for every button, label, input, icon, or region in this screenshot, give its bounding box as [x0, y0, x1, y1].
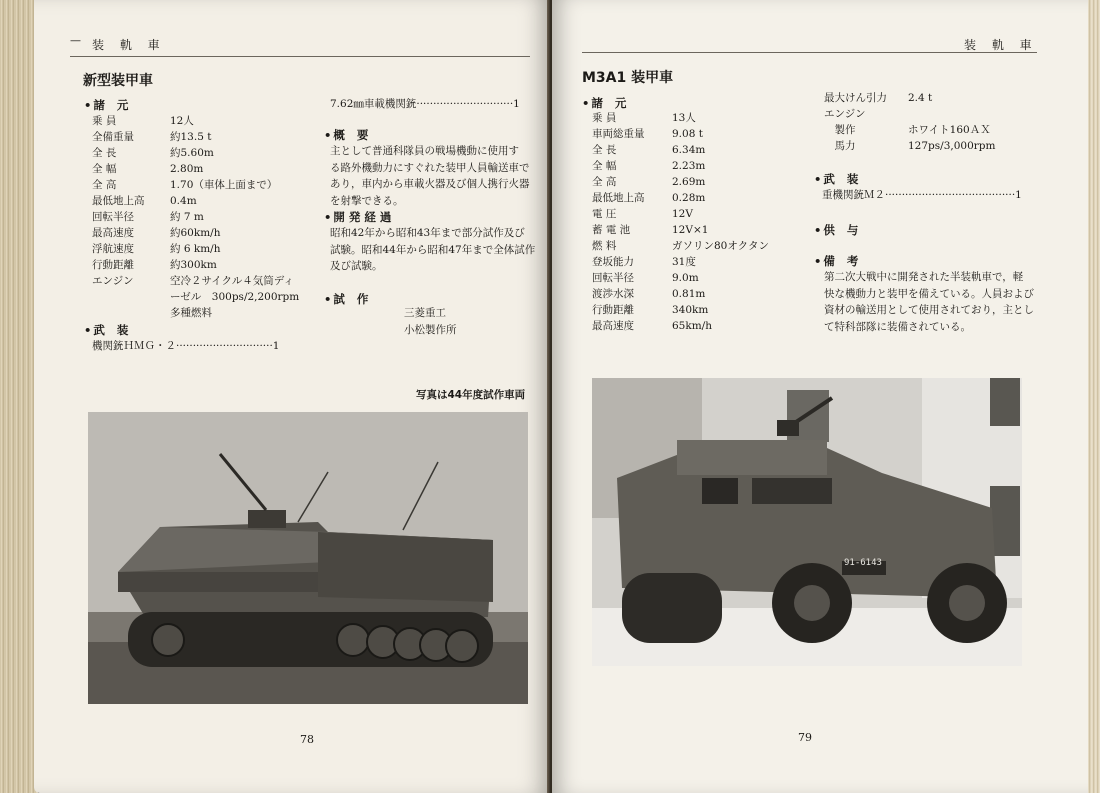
remarks-line: て特科部隊に装備されている。 — [824, 320, 971, 333]
spec-row — [92, 209, 299, 225]
spec-value: 0.4m — [170, 195, 197, 207]
spec-value: 12人 — [170, 115, 194, 127]
spec-row — [592, 270, 769, 286]
spec-value: 12V×1 — [672, 224, 709, 236]
spec-label — [92, 305, 170, 321]
development-heading: • 開発経過 — [324, 210, 396, 224]
remarks-line: 快な機動力と装甲を備えている。人員および — [824, 287, 1034, 300]
spec-value: ガソリン80オクタン — [672, 240, 769, 252]
spec-value: 約60km/h — [170, 227, 221, 239]
left-armament-heading: • 武 装 — [84, 323, 133, 337]
spec-value: 約300km — [170, 259, 217, 271]
spec-value: 12V — [672, 208, 693, 220]
spec-row — [824, 122, 995, 138]
spec-value: 1.70（車体上面まで） — [170, 179, 278, 191]
spec-row — [824, 90, 995, 106]
overview-line: る路外機動力にすぐれた装甲人員輸送車で — [330, 161, 530, 174]
spec-label: 登坂能力 — [592, 256, 634, 268]
spec-value: 9.08 t — [672, 128, 703, 140]
left-running-head: 装 軌 車 — [92, 38, 166, 52]
right-page-number: 79 — [798, 731, 812, 744]
spec-label: 最大けん引力 — [824, 92, 887, 104]
m3a1-photo — [592, 378, 1022, 666]
spec-row — [592, 158, 769, 174]
spec-row — [92, 241, 299, 257]
spec-label: 最高速度 — [592, 320, 634, 332]
spec-row — [92, 113, 299, 129]
spec-label: 行動距離 — [92, 259, 134, 271]
development-line: 昭和42年から昭和43年まで部分試作及び — [330, 227, 525, 239]
spec-label: 車両総重量 — [592, 128, 645, 140]
development-line: 試験。昭和44年から昭和47年まで全体試作 — [330, 243, 536, 256]
spec-row — [592, 110, 769, 126]
spec-label: 馬力 — [824, 140, 856, 152]
spec-row — [592, 238, 769, 254]
prototype-heading: • 試 作 — [324, 292, 373, 306]
m3a1-illustration — [592, 378, 1022, 666]
spec-row — [592, 142, 769, 158]
spec-label: 全 長 — [592, 144, 617, 156]
spec-row — [824, 106, 995, 122]
spec-value: ーゼル 300ps/2,200rpm — [170, 291, 300, 303]
spec-label: 最低地上高 — [592, 192, 645, 204]
spec-label: 最高速度 — [92, 227, 134, 239]
manufacturer-name: 三菱重工 — [404, 307, 446, 319]
left-page-title: 新型装甲車 — [83, 73, 153, 89]
spec-label: 行動距離 — [592, 304, 634, 316]
spec-row — [592, 302, 769, 318]
remarks-line: 第二次大戦中に開発された半装軌車で，軽 — [824, 271, 1024, 283]
photo-caption: 写真は44年度試作車両 — [416, 389, 526, 401]
right-running-head: 装 軌 車 — [964, 38, 1038, 52]
spec-value: 約 7 m — [170, 211, 204, 223]
page-edges-left — [0, 0, 38, 793]
spec-row — [592, 190, 769, 206]
spec-value: 約 6 km/h — [170, 243, 221, 255]
remarks-line: 資材の輸送用として使用されており，主とし — [824, 304, 1034, 316]
spec-label: 回転半径 — [592, 272, 634, 284]
spec-value: 2.4 t — [908, 92, 933, 104]
spec-value: ホワイト160ＡＸ — [908, 124, 991, 136]
spec-row — [592, 286, 769, 302]
spec-row — [824, 138, 995, 154]
spec-value: 空冷２サイクル４気筒ディ — [170, 275, 294, 287]
overview-line: 主として普通科隊員の戦場機動に使用す — [330, 145, 519, 157]
remarks-heading: • 備 考 — [814, 254, 863, 268]
spec-value: 2.69m — [672, 176, 706, 188]
overview-heading: • 概 要 — [324, 128, 373, 142]
left-armament-cont: 7.62㎜車載機関銃·····························1 — [330, 98, 520, 110]
spec-label: 乗 員 — [592, 112, 617, 124]
spec-row — [592, 126, 769, 142]
spec-row — [92, 177, 299, 193]
spec-value: 多種燃料 — [170, 307, 212, 319]
spec-label: 最低地上高 — [92, 195, 145, 207]
spec-value: 0.28m — [672, 192, 706, 204]
spec-value: 340km — [672, 304, 709, 316]
remarks-text — [824, 269, 1044, 335]
spec-value: 65km/h — [672, 320, 712, 332]
spec-row — [92, 225, 299, 241]
spec-label: 渡渉水深 — [592, 288, 634, 300]
spec-row — [92, 289, 299, 305]
spec-row — [92, 145, 299, 161]
spec-label: 電 圧 — [592, 208, 617, 220]
spec-row — [592, 222, 769, 238]
spec-value: 9.0m — [672, 272, 699, 284]
right-armament-heading: • 武 装 — [814, 172, 863, 186]
spec-label: 乗 員 — [92, 115, 117, 127]
spec-value: 2.80m — [170, 163, 204, 175]
overview-line: あり，車内から車載火器及び個人携行火器 — [330, 178, 530, 190]
right-page — [552, 0, 1088, 793]
left-header-rule — [70, 56, 530, 57]
spec-label: 全 高 — [592, 176, 617, 188]
manufacturers — [404, 305, 524, 338]
right-armament-line: 重機関銃Ｍ２·······································1 — [822, 189, 1022, 201]
spec-value: 31度 — [672, 256, 696, 268]
spec-value: 6.34m — [672, 144, 706, 156]
spec-value: 13人 — [672, 112, 696, 124]
spec-label: 全 長 — [92, 147, 117, 159]
spec-row — [592, 174, 769, 190]
right-spec-table-2 — [824, 90, 995, 154]
spec-label: エンジン — [824, 108, 866, 120]
development-text — [330, 225, 540, 275]
left-spec-table — [92, 113, 299, 321]
left-armament-line: 機関銃ＨＭＧ・２·····························1 — [92, 340, 280, 352]
new-apc-illustration — [88, 412, 528, 704]
spec-row — [592, 206, 769, 222]
spec-row — [92, 305, 299, 321]
spec-value: 2.23m — [672, 160, 706, 172]
spec-label: 燃 料 — [592, 240, 617, 252]
supply-heading: • 供 与 — [814, 223, 863, 237]
development-line: 及び試験。 — [330, 260, 383, 272]
spec-label: 全備重量 — [92, 131, 134, 143]
spec-label: 全 幅 — [92, 163, 117, 175]
overview-line: を射撃できる。 — [330, 194, 404, 207]
spec-row — [592, 318, 769, 334]
right-header-rule — [582, 52, 1037, 53]
spec-row — [92, 273, 299, 289]
spec-label: エンジン — [92, 275, 134, 287]
right-spec-table — [592, 110, 769, 334]
page-edges-right — [1086, 0, 1100, 793]
spec-row — [92, 129, 299, 145]
spec-label: 製作 — [824, 124, 856, 136]
spec-value: 127ps/3,000rpm — [908, 140, 996, 152]
spec-value: 約5.60m — [170, 147, 214, 159]
right-page-title: M3A1 装甲車 — [582, 70, 674, 86]
spec-label: 蓄 電 池 — [592, 224, 631, 236]
right-spec-heading: • 諸 元 — [582, 96, 631, 110]
license-plate: 91-6143 — [844, 558, 882, 568]
spec-value: 0.81m — [672, 288, 706, 300]
spec-label: 浮航速度 — [92, 243, 134, 255]
spec-row — [92, 193, 299, 209]
spec-row — [92, 257, 299, 273]
left-page-number: 78 — [300, 733, 314, 746]
new-apc-photo — [88, 412, 528, 704]
spec-label: 全 幅 — [592, 160, 617, 172]
spec-value: 約13.5 t — [170, 131, 212, 143]
spec-row — [592, 254, 769, 270]
header-dash: — — [70, 34, 81, 47]
manufacturer-name: 小松製作所 — [404, 323, 457, 336]
spec-row — [92, 161, 299, 177]
spec-label: 全 高 — [92, 179, 117, 191]
overview-text — [330, 143, 540, 209]
left-page — [34, 0, 550, 793]
spec-label — [92, 289, 170, 305]
left-spec-heading: • 諸 元 — [84, 98, 133, 112]
spec-label: 回転半径 — [92, 211, 134, 223]
